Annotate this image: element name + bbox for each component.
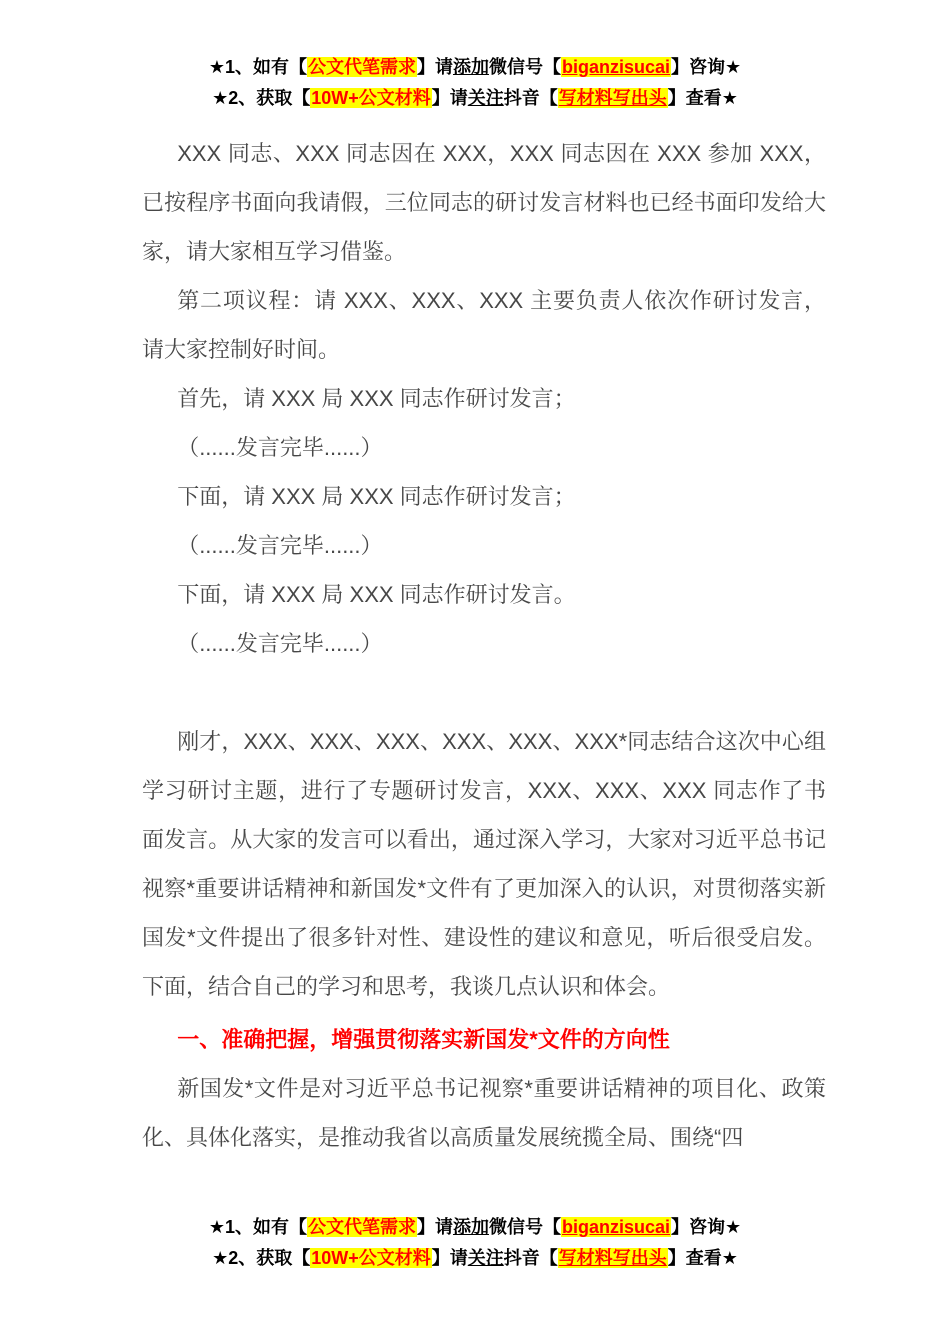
promo-underlined-action: 关注: [467, 88, 504, 108]
promo-text: 】请: [431, 88, 468, 108]
promo-underlined-action: 添加: [452, 57, 489, 77]
paragraph: （......发言完毕......）: [177, 533, 383, 558]
promo-underlined-action: 添加: [452, 1217, 489, 1237]
promo-text: 】咨询★: [671, 57, 742, 77]
promo-banner-bottom: [0, 1212, 950, 1274]
promo-wechat-id: biganzisucai: [561, 57, 671, 77]
promo-text: 】请: [416, 1217, 453, 1237]
promo-text: 微信号【: [488, 57, 561, 77]
promo-text: 】请: [416, 57, 453, 77]
paragraph: 刚才，XXX、XXX、XXX、XXX、XXX、XXX*同志结合这次中心组学习研讨主题，进行了专题研讨发言，XXX、XXX、XXX 同志作了书面发言。从大家的发言可以看出，通过深入学习，大家对习近平总书记视察*重要讲话精神和新国发*文件有了更加深入的认识，对贯彻落实新国发*文件提出了很多针对性、建设性的建议和意见，听后很受启发。下面，结合自己的学习和思考，我谈几点认识和体会。: [142, 729, 826, 999]
promo-highlight-service: 公文代笔需求: [307, 1217, 416, 1237]
promo-text: ★1、如有【: [208, 1217, 307, 1237]
promo-text: ★1、如有【: [208, 57, 307, 77]
promo-bottom-line-2: [0, 1243, 950, 1274]
paragraph: 下面，请 XXX 局 XXX 同志作研讨发言。: [177, 582, 576, 607]
blank-line: [142, 668, 826, 717]
paragraph: （......发言完毕......）: [177, 435, 383, 460]
paragraph: 第二项议程：请 XXX、XXX、XXX 主要负责人依次作研讨发言，请大家控制好时间。: [142, 288, 826, 362]
promo-text: 抖音【: [503, 88, 558, 108]
promo-text: 】请: [431, 1248, 468, 1268]
promo-highlight-materials: 10W+公文材料: [311, 1248, 431, 1268]
promo-highlight-service: 公文代笔需求: [307, 57, 416, 77]
promo-text: ★2、获取【: [212, 1248, 311, 1268]
promo-underlined-action: 关注: [467, 1248, 504, 1268]
paragraph: 新国发*文件是对习近平总书记视察*重要讲话精神的项目化、政策化、具体化落实，是推动我省以高质量发展统揽全局、围绕“四: [142, 1076, 826, 1150]
promo-text: 微信号【: [488, 1217, 561, 1237]
promo-text: 】咨询★: [671, 1217, 742, 1237]
promo-banner-top: [0, 0, 950, 114]
promo-bottom-line-1: [0, 1212, 950, 1243]
paragraph: （......发言完毕......）: [177, 631, 383, 656]
promo-text: ★2、获取【: [212, 88, 311, 108]
promo-wechat-id: biganzisucai: [561, 1217, 671, 1237]
promo-text: 】查看★: [667, 1248, 738, 1268]
paragraph: 下面，请 XXX 局 XXX 同志作研讨发言；: [177, 484, 576, 509]
promo-top-line-2: [0, 83, 950, 114]
promo-highlight-materials: 10W+公文材料: [311, 88, 431, 108]
promo-text: 抖音【: [503, 1248, 558, 1268]
paragraph: 首先，请 XXX 局 XXX 同志作研讨发言；: [177, 386, 576, 411]
promo-douyin-id: 写材料写出头: [558, 88, 667, 108]
section-heading: 一、准确把握，增强贯彻落实新国发*文件的方向性: [177, 1027, 670, 1052]
promo-top-line-1: [0, 52, 950, 83]
promo-text: 】查看★: [667, 88, 738, 108]
promo-douyin-id: 写材料写出头: [558, 1248, 667, 1268]
document-body: [142, 129, 826, 1162]
paragraph: XXX 同志、XXX 同志因在 XXX，XXX 同志因在 XXX 参加 XXX，已按程序书面向我请假，三位同志的研讨发言材料也已经书面印发给大家，请大家相互学习借鉴。: [142, 141, 826, 264]
